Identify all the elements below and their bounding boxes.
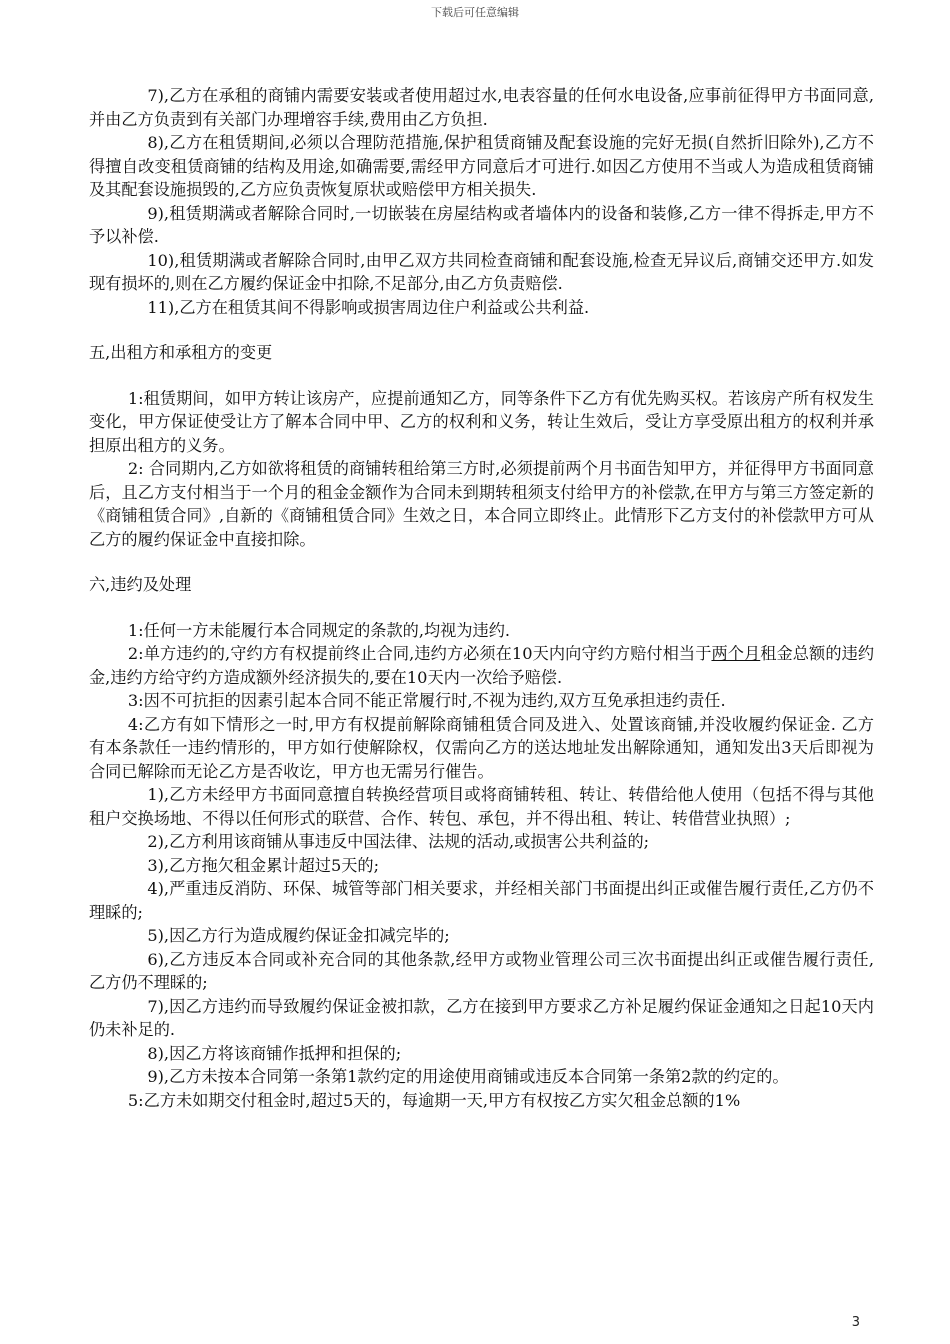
clause-paragraph: 4:乙方有如下情形之一时,甲方有权提前解除商铺租赁合同及进入、处置该商铺,并没收履约保证金. 乙方有本条款任一违约情形的，甲方如行使解除权，仅需向乙方的送达地址发出解除通知，通知发出3天后即视为合同已解除而无论乙方是否收讫，甲方也无需另行催告。: [89, 714, 874, 781]
underlined-term: 两个月: [711, 644, 761, 663]
clause-paragraph: 3:因不可抗拒的因素引起本合同不能正常履行时,不视为违约,双方互免承担违约责任.: [127, 691, 726, 710]
clause-text: 2:单方违约的,守约方有权提前终止合同,违约方必须在10天内向守约方赔付相当于: [127, 644, 712, 663]
clause-paragraph: 8),乙方在租赁期间,必须以合理防范措施,保护租赁商铺及配套设施的完好无损(自然折旧除外),乙方不得擅自改变租赁商铺的结构及用途,如确需要,需经甲方同意后才可进行.如因乙方使用不当或人为造成租赁商铺及其配套设施损毁的,乙方应负责恢复原状或赔偿甲方相关损失.: [89, 133, 874, 199]
section-title: 五,出租方和承租方的变更: [89, 343, 273, 362]
list-item: 4),严重违反消防、环保、城管等部门相关要求，并经相关部门书面提出纠正或催告履行责任,乙方仍不理睬的;: [89, 879, 874, 922]
clause-paragraph: 11),乙方在租赁其间不得影响或损害周边住户利益或公共利益.: [147, 297, 590, 317]
list-item: 1),乙方未经甲方书面同意擅自转换经营项目或将商铺转租、转让、转借给他人使用（包括不得与其他租户交换场地、不得以任何形式的联营、合作、转包、承包，并不得出租、转让、转借营业执照）;: [89, 785, 874, 828]
clause-paragraph: 1:任何一方未能履行本合同规定的条款的,均视为违约.: [127, 620, 511, 640]
clause-paragraph: 2: 合同期内,乙方如欲将租赁的商铺转租给第三方时,必须提前两个月书面告知甲方，并征得甲方书面同意后，且乙方支付相当于一个月的租金金额作为合同未到期转租须支付给甲方的补偿款,在甲方与第三方签定新的《商铺租赁合同》,自新的《商铺租赁合同》生效之日，本合同立即终止。此情形下乙方支付的补偿款甲方可从乙方的履约保证金中直接扣除。: [89, 459, 874, 549]
list-item: 5),因乙方行为造成履约保证金扣减完毕的;: [147, 926, 450, 945]
list-item: 8),因乙方将该商铺作抵押和担保的;: [147, 1043, 402, 1063]
list-item: 3),乙方拖欠租金累计超过5天的;: [147, 855, 380, 875]
clause-paragraph: 5:乙方未如期交付租金时,超过5天的，每逾期一天,甲方有权按乙方实欠租金总额的1%: [127, 1090, 741, 1110]
clause-text: 租金总额的违约金,违约方给守约方造成额外经济损失的,要在10天内一次给予赔偿.: [89, 644, 875, 687]
list-item: 7),因乙方违约而导致履约保证金被扣款，乙方在接到甲方要求乙方补足履约保证金通知之日起10天内仍未补足的.: [89, 996, 874, 1039]
clause-paragraph: 10),租赁期满或者解除合同时,由甲乙双方共同检查商铺和配套设施,检查无异议后,商铺交还甲方.如发现有损坏的,则在乙方履约保证金中扣除,不足部分,由乙方负责赔偿.: [89, 250, 874, 293]
clause-paragraph: 7),乙方在承租的商铺内需要安装或者使用超过水,电表容量的任何水电设备,应事前征得甲方书面同意,并由乙方负责到有关部门办理增容手续,费用由乙方负担.: [89, 86, 874, 129]
clause-paragraph: 9),租赁期满或者解除合同时,一切嵌装在房屋结构或者墙体内的设备和装修,乙方一律不得拆走,甲方不予以补偿.: [89, 203, 874, 246]
list-item: 6),乙方违反本合同或补充合同的其他条款,经甲方或物业管理公司三次书面提出纠正或催告履行责任,乙方仍不理睬的;: [89, 949, 874, 992]
page-number: 3: [851, 1315, 860, 1330]
document-body: [89, 84, 874, 1112]
section-title: 六,违约及处理: [89, 575, 192, 594]
list-item: 9),乙方未按本合同第一条第1款约定的用途使用商铺或违反本合同第一条第2款的约定的。: [147, 1067, 789, 1086]
page-header: 下载后可任意编辑: [431, 6, 519, 19]
clause-paragraph: [89, 642, 874, 689]
list-item: 2),乙方利用该商铺从事违反中国法律、法规的活动,或损害公共利益的;: [147, 832, 650, 851]
clause-paragraph: 1:租赁期间，如甲方转让该房产，应提前通知乙方，同等条件下乙方有优先购买权。若该房产所有权发生变化，甲方保证使受让方了解本合同中甲、乙方的权利和义务，转让生效后，受让方享受原出租方的权利并承担原出租方的义务。: [89, 388, 874, 455]
